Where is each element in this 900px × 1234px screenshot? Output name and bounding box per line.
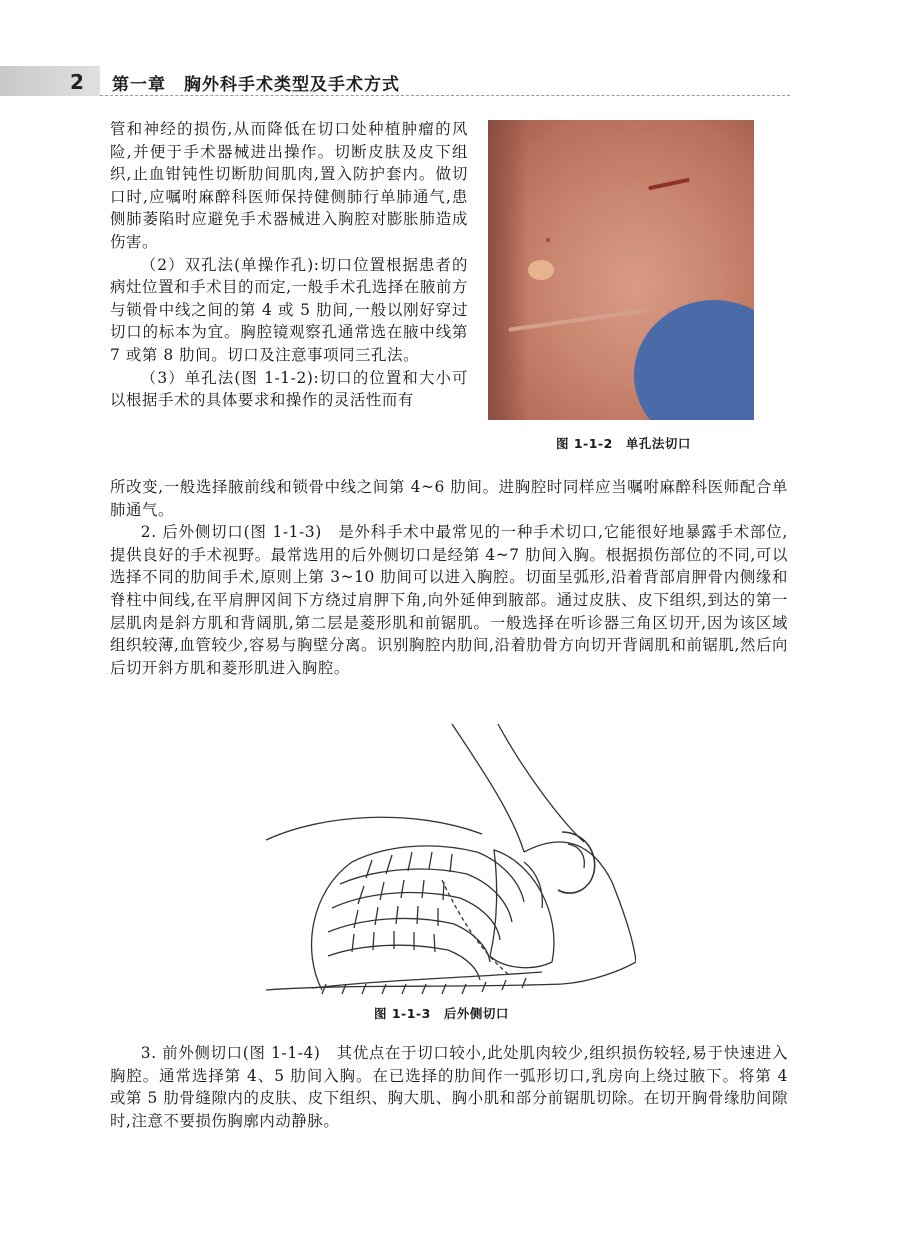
paragraph: （3）单孔法(图 1-1-2):切口的位置和大小可以根据手术的具体要求和操作的灵活性而有	[110, 368, 468, 410]
paragraph: 3. 前外侧切口(图 1-1-4) 其优点在于切口较小,此处肌肉较少,组织损伤较轻,易于快速进入胸腔。通常选择第 4、5 肋间入胸。在已选择的肋间作一弧形切口,乳房向上绕过腋下。将第 4 或第 5 肋骨缝隙内的皮肤、皮下组织、胸大肌、胸小肌和部分前锯肌切除。在切开胸骨缘肋间隙时,注意不要损伤胸廓内动静脉。	[110, 1044, 788, 1130]
full-text-column	[110, 476, 788, 679]
posterolateral-incision-illustration	[262, 722, 636, 998]
single-port-incision-photo	[488, 120, 754, 420]
scar-mark	[528, 260, 554, 280]
bottom-text-column	[110, 1042, 788, 1132]
page-number-box	[0, 66, 100, 96]
incision-mark	[648, 178, 690, 191]
header-rule	[100, 95, 790, 96]
chapter-title: 第一章 胸外科手术类型及手术方式	[112, 75, 400, 95]
page-number: 2	[70, 70, 84, 94]
narrow-text-column	[110, 118, 468, 412]
paragraph: 管和神经的损伤,从而降低在切口处种植肿瘤的风险,并便于手术器械进出操作。切断皮肤及皮下组织,止血钳钝性切断肋间肌肉,置入防护套内。做切口时,应嘱咐麻醉科医师保持健侧肺行单肺通气,患侧肺萎陷时应避免手术器械进入胸腔对膨胀肺造成伤害。	[110, 120, 468, 251]
paragraph: 所改变,一般选择腋前线和锁骨中线之间第 4~6 肋间。进胸腔时同样应当嘱咐麻醉科医师配合单肺通气。	[110, 478, 788, 519]
drape	[634, 300, 754, 420]
paragraph: （2）双孔法(单操作孔):切口位置根据患者的病灶位置和手术目的而定,一般手术孔选择在腋前方与锁骨中线之间的第 4 或 5 肋间,一般以刚好穿过切口的标本为宜。胸腔镜观察孔通常选在腋中线第 7 或第 8 肋间。切口及注意事项同三孔法。	[110, 255, 468, 364]
paragraph: 2. 后外侧切口(图 1-1-3) 是外科手术中最常见的一种手术切口,它能很好地暴露手术部位,提供良好的手术视野。最常选用的后外侧切口是经第 4~7 肋间入胸。根据损伤部位的不同,可以选择不同的肋间手术,原则上第 3~10 肋间可以进入胸腔。切面呈弧形,沿着背部肩胛骨内侧缘和脊柱中间线,在平肩胛冈间下方绕过肩胛下角,向外延伸到腋部。通过皮肤、皮下组织,到达的第一层肌肉是斜方肌和背阔肌,第二层是菱形肌和前锯肌。一般选择在听诊器三角区切开,因为该区域组织较薄,血管较少,容易与胸壁分离。识别胸腔内肋间,沿着肋骨方向切开背阔肌和前锯肌,然后向后切开斜方肌和菱形肌进入胸腔。	[110, 523, 788, 677]
running-header	[0, 66, 900, 96]
figure-caption-1-1-2: 图 1-1-2 单孔法切口	[556, 436, 691, 451]
figure-caption-1-1-3: 图 1-1-3 后外侧切口	[374, 1006, 509, 1021]
